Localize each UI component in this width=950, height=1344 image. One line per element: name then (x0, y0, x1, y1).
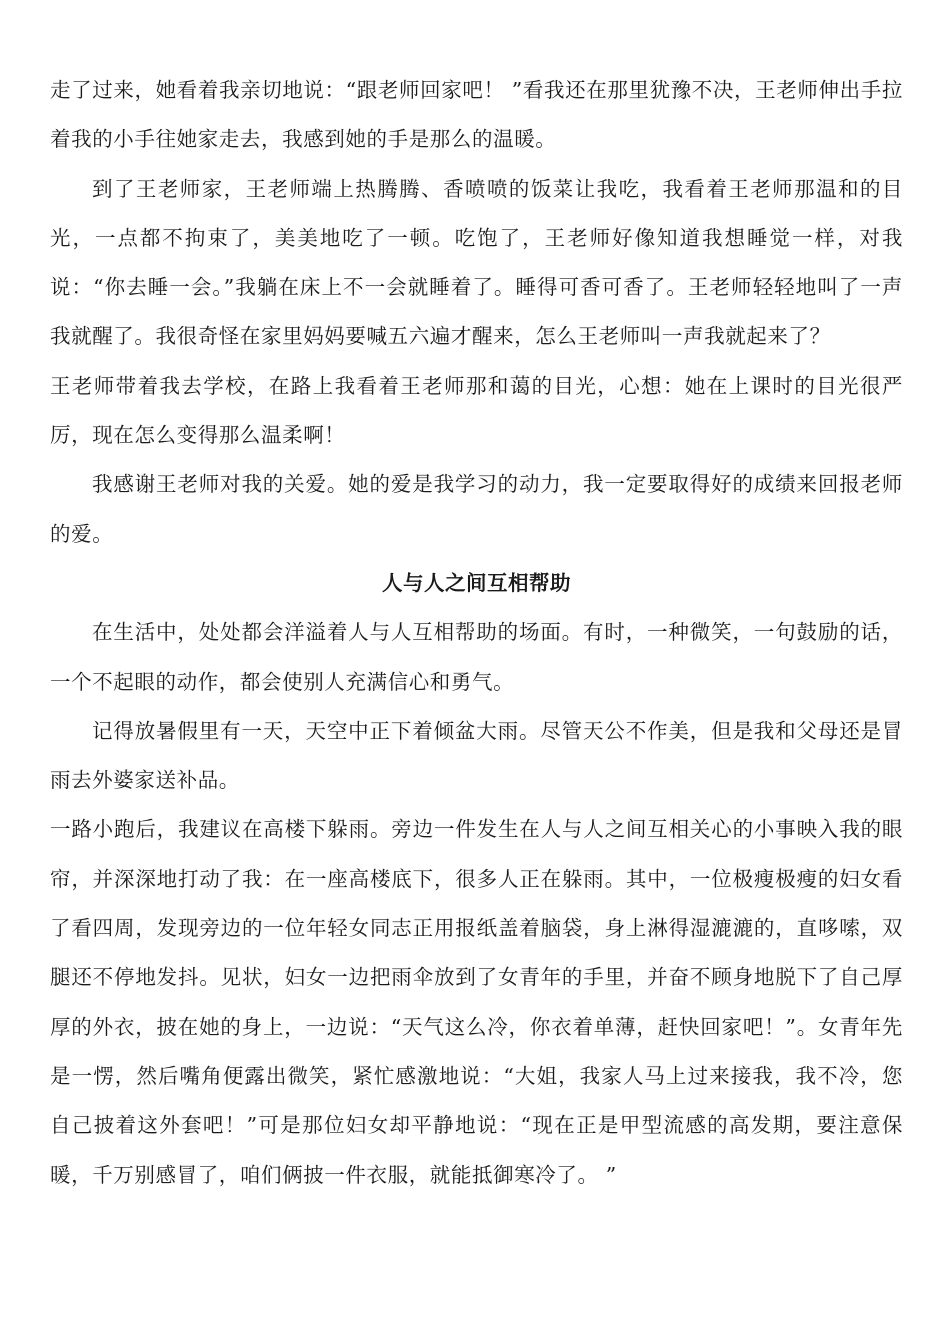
paragraph-6: 记得放暑假里有一天，天空中正下着倾盆大雨。尽管天公不作美，但是我和父母还是冒雨去外婆家送补品。 (50, 718, 903, 793)
paragraph-1: 走了过来，她看着我亲切地说：“跟老师回家吧！ ”看我还在那里犹豫不决，王老师伸出手拉着我的小手往她家走去，我感到她的手是那么的温暖。 (50, 78, 903, 152)
paragraph-3: 王老师带着我去学校，在路上我看着王老师那和蔼的目光，心想：她在上课时的目光很严厉，现在怎么变得那么温柔啊！ (50, 373, 903, 448)
paragraph-7: 一路小跑后，我建议在高楼下躲雨。旁边一件发生在人与人之间互相关心的小事映入我的眼帘，并深深地打动了我：在一座高楼底下，很多人正在躲雨。其中，一位极瘦极瘦的妇女看了看四周，发现旁边的一位年轻女同志正用报纸盖着脑袋，身上淋得湿漉漉的，直哆嗦，双腿还不停地发抖。见状，妇女一边把雨伞放到了女青年的手里，并奋不顾身地脱下了自己厚厚的外衣，披在她的身上，一边说：“天气这么冷，你衣着单薄，赶快回家吧！”。女青年先是一愣，然后嘴角便露出微笑，紧忙感激地说：“大姐，我家人马上过来接我，我不冷，您自己披着这外套吧！”可是那位妇女却平静地说：“现在正是甲型流感的高发期，要注意保暖，千万别感冒了，咱们俩披一件衣服，就能抵御寒冷了。 ” (50, 817, 903, 1187)
paragraph-5: 在生活中，处处都会洋溢着人与人互相帮助的场面。有时，一种微笑，一句鼓励的话，一个不起眼的动作，都会使别人充满信心和勇气。 (50, 620, 903, 694)
paragraph-4: 我感谢王老师对我的关爱。她的爱是我学习的动力，我一定要取得好的成绩来回报老师的爱。 (50, 472, 903, 546)
document-page (50, 66, 903, 1200)
section-title: 人与人之间互相帮助 (382, 570, 571, 595)
paragraph-2: 到了王老师家，王老师端上热腾腾、香喷喷的饭菜让我吃，我看着王老师那温和的目光，一点都不拘束了，美美地吃了一顿。吃饱了，王老师好像知道我想睡觉一样，对我说：“你去睡一会。”我躺在床上不一会就睡着了。睡得可香可香了。王老师轻轻地叫了一声我就醒了。我很奇怪在家里妈妈要喊五六遍才醒来，怎么王老师叫一声我就起来了？ (50, 176, 903, 349)
